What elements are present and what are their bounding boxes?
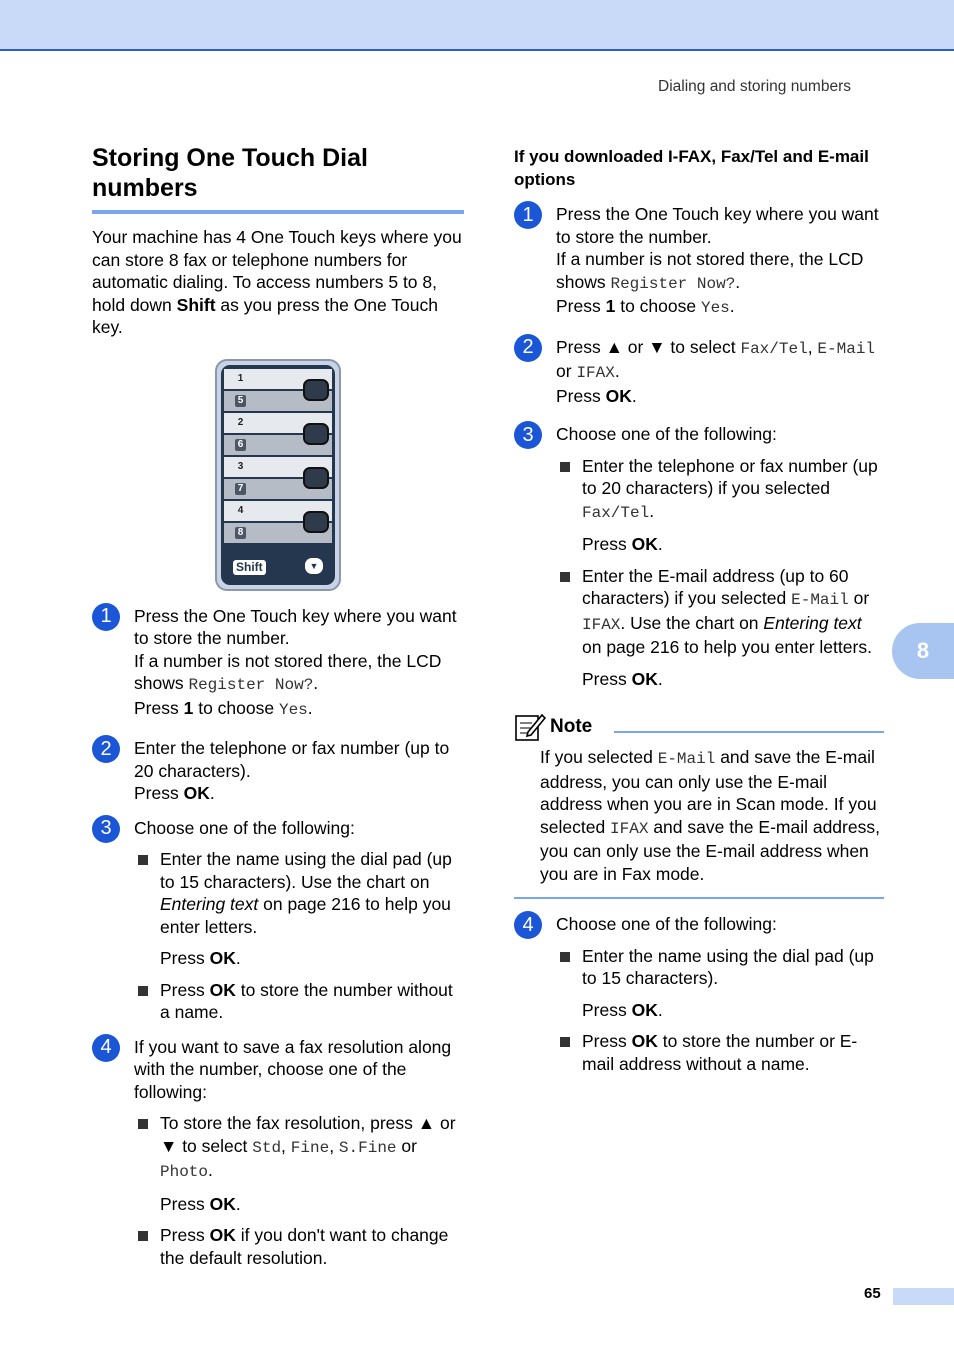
section-title: Storing One Touch Dial numbers (92, 143, 464, 214)
keypad-row: 7 (224, 479, 332, 499)
one-touch-key-button (303, 467, 329, 489)
step-3-option-1: Enter the name using the dial pad (up to 15 characters). Use the chart on Entering text on page 216 to help you enter letters. (134, 848, 464, 938)
subsection-title: If you downloaded I-FAX, Fax/Tel and E-mail options (514, 147, 869, 189)
down-arrow-icon: ▼ (305, 558, 323, 574)
step-3-option-2: Press OK to store the number without a name. (134, 979, 464, 1024)
step-4: 4 Choose one of the following: (514, 913, 884, 936)
up-arrow-icon: ▲ (605, 336, 623, 357)
step-1: 1 Press the One Touch key where you want to store the number. If a number is not stored there, the LCD shows Register Now?. Press 1 to choose Yes. (92, 605, 464, 722)
one-touch-keypad-illustration (92, 359, 464, 591)
running-header: Dialing and storing numbers (658, 78, 851, 95)
step-4-option-1-press: Press OK. (582, 999, 663, 1020)
keypad-row: 5 (224, 391, 332, 411)
step-4-option-1: To store the fax resolution, press ▲ or ▼ to select Std, Fine, S.Fine or Photo. (134, 1112, 464, 1184)
step-4-option-1-press: Press OK. (160, 1193, 241, 1214)
step-4-option-2: Press OK if you don't want to change the default resolution. (134, 1224, 464, 1269)
one-touch-key-button (303, 423, 329, 445)
step-number-icon: 2 (92, 735, 120, 763)
step-2: 2 Enter the telephone or fax number (up to 20 characters). Press OK. (92, 737, 464, 805)
step-number-icon: 1 (514, 201, 542, 229)
right-column (514, 145, 884, 1075)
intro-paragraph: Your machine has 4 One Touch keys where you can store 8 fax or telephone numbers for automatic dialing. To access numbers 5 to 8, hold down Shift as you press the One Touch key. (92, 227, 462, 337)
step-3-option-1-press: Press OK. (160, 948, 241, 968)
top-header-band (0, 0, 954, 51)
step-3-option-2: Enter the E-mail address (up to 60 characters) if you selected E-Mail or IFAX. Use the chart on Entering text on page 216 to help you enter letters. (556, 565, 884, 659)
step-number-icon: 4 (514, 911, 542, 939)
keypad-row: 2 (224, 413, 332, 433)
keypad-row: 8 (224, 523, 332, 543)
step-4: 4 If you want to save a fax resolution along with the number, choose one of the following: (92, 1036, 464, 1104)
chapter-tab: 8 (892, 623, 954, 679)
note-box (514, 712, 884, 899)
step-2: 2 Press ▲ or ▼ to select Fax/Tel, E-Mail or IFAX. Press OK. (514, 336, 884, 408)
note-title: Note (550, 715, 593, 737)
shift-key-label: Shift (233, 560, 266, 575)
step-1: 1 Press the One Touch key where you want to store the number. If a number is not stored there, the LCD shows Register Now?. Press 1 to choose Yes. (514, 203, 884, 320)
keypad-row: 3 (224, 457, 332, 477)
page-number: 65 (864, 1285, 881, 1302)
keypad-row: 1 (224, 369, 332, 389)
step-3: 3 Choose one of the following: (514, 423, 884, 446)
step-3: 3 Choose one of the following: (92, 817, 464, 840)
step-3-option-1: Enter the telephone or fax number (up to 20 characters) if you selected Fax/Tel. (556, 455, 884, 525)
step-4-option-2: Press OK to store the number or E-mail address without a name. (556, 1030, 884, 1075)
step-number-icon: 3 (514, 421, 542, 449)
left-column (92, 143, 464, 1269)
keypad-row: 4 (224, 501, 332, 521)
step-number-icon: 1 (92, 603, 120, 631)
down-arrow-icon: ▼ (648, 336, 666, 357)
step-number-icon: 3 (92, 815, 120, 843)
note-text: If you selected E-Mail and save the E-mail address, you can only use the E-mail address when you are in Scan mode. If you selected IFAX and save the E-mail address, you can only use the E-mail address when you are in Fax mode. (540, 747, 880, 884)
step-number-icon: 4 (92, 1034, 120, 1062)
one-touch-key-button (303, 379, 329, 401)
step-4-option-1: Enter the name using the dial pad (up to 15 characters). (556, 945, 884, 990)
keypad-row: 6 (224, 435, 332, 455)
note-pencil-icon (514, 712, 546, 742)
step-3-option-1-press: Press OK. (582, 534, 663, 554)
step-number-icon: 2 (514, 334, 542, 362)
step-3-option-2-press: Press OK. (582, 668, 663, 689)
page-number-bar (893, 1288, 954, 1305)
one-touch-key-button (303, 511, 329, 533)
keypad-panel (215, 359, 341, 591)
